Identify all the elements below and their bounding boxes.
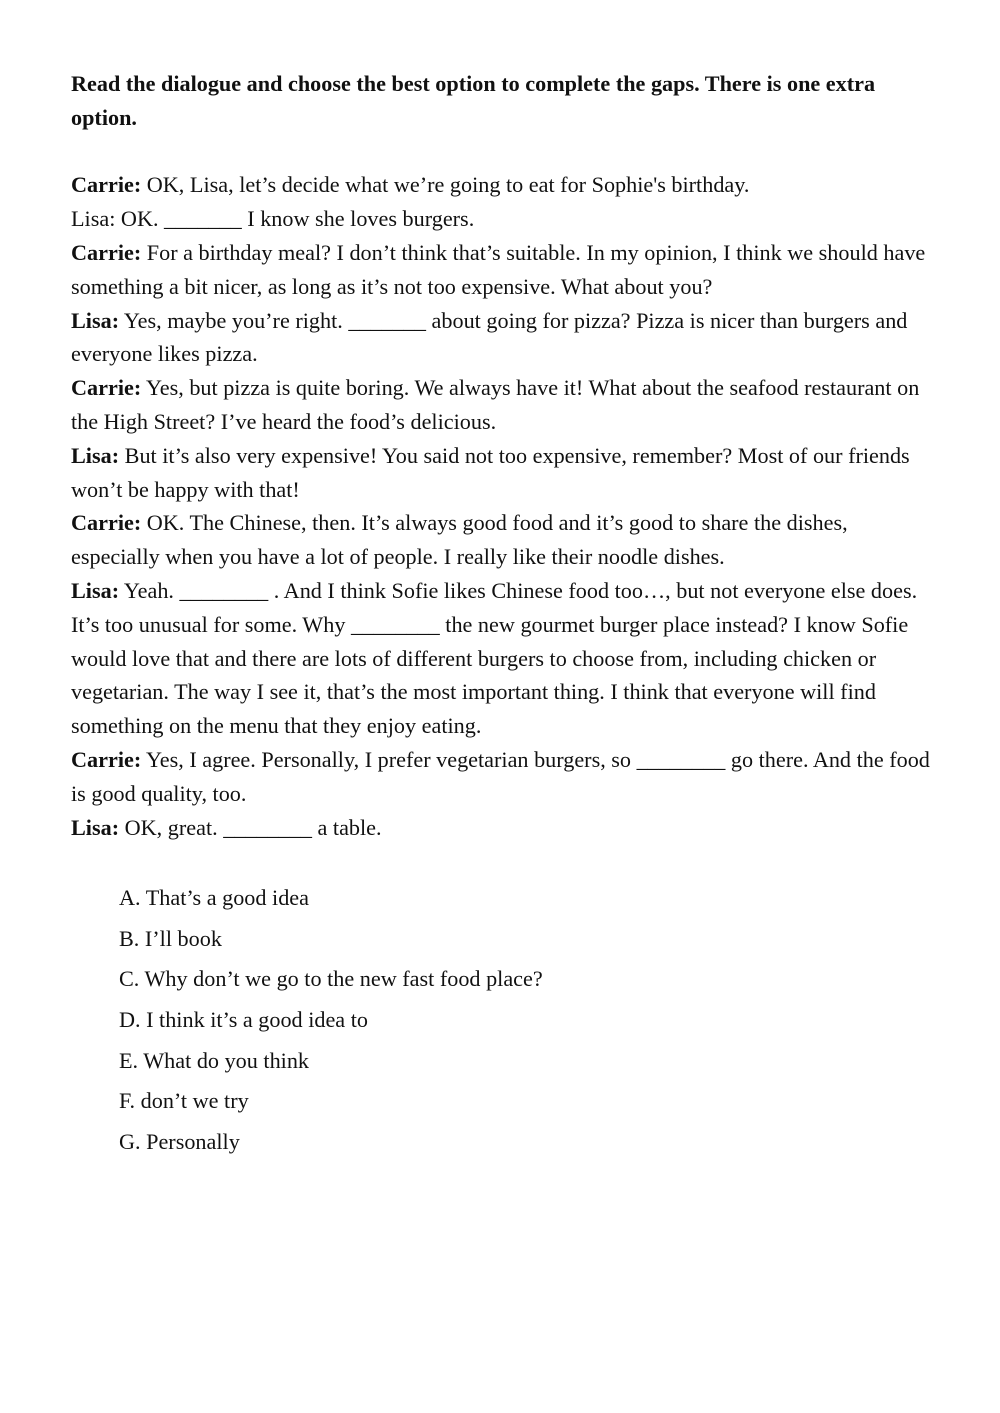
dialogue-line: [71, 304, 941, 372]
line-text: OK, great. ________ a table.: [119, 814, 382, 840]
speaker-name: Lisa:: [71, 307, 120, 333]
instructions: Read the dialogue and choose the best option to complete the gaps. There is one extra option.: [71, 71, 876, 130]
dialogue-line: [71, 168, 941, 202]
dialogue-line: [71, 743, 941, 811]
dialogue-line: [71, 811, 941, 845]
speaker-name: Carrie:: [71, 746, 142, 772]
options-list: [119, 878, 941, 1162]
dialogue-line: [71, 506, 941, 574]
dialogue-line: [71, 202, 941, 236]
line-text: OK. _______ I know she loves burgers.: [115, 206, 475, 232]
speaker-name: Carrie:: [71, 172, 142, 198]
worksheet: [71, 67, 941, 1162]
dialogue: [71, 168, 941, 844]
speaker-name: Carrie:: [71, 510, 142, 536]
option-item: A. That’s a good idea: [119, 885, 309, 911]
line-text: Yes, but pizza is quite boring. We always have it! What about the seafood restaurant on the High Street? I’ve heard the food’s delicious.: [71, 375, 920, 434]
speaker-name: Lisa:: [71, 577, 120, 603]
line-text: Yes, I agree. Personally, I prefer vegetarian burgers, so ________ go there. And the food is good quality, too.: [71, 746, 930, 806]
line-text: Yeah. ________ . And I think Sofie likes Chinese food too…, but not everyone else does. It’s too unusual for some. Why ________ the new gourmet burger place instead? I know Sofie would love that and there are lots of different burgers to choose from, including chicken or vegetarian. The way I see it, that’s the most important thing. I think that everyone will find something on the menu that they enjoy eating.: [71, 577, 918, 739]
speaker-name: Carrie:: [71, 375, 142, 401]
option-item: B. I’ll book: [119, 925, 222, 951]
dialogue-line: [71, 439, 941, 507]
speaker-name: Lisa:: [71, 814, 120, 840]
line-text: OK. The Chinese, then. It’s always good food and it’s good to share the dishes, especially when you have a lot of people. I really like their noodle dishes.: [71, 510, 848, 570]
line-text: For a birthday meal? I don’t think that’s suitable. In my opinion, I think we should have something a bit nicer, as long as it’s not too expensive. What about you?: [71, 239, 926, 299]
dialogue-line: [71, 574, 941, 743]
dialogue-line: [71, 236, 941, 304]
dialogue-line: [71, 371, 941, 439]
option-item: E. What do you think: [119, 1047, 310, 1073]
option-item: G. Personally: [119, 1128, 240, 1154]
option-item: F. don’t we try: [119, 1088, 249, 1114]
line-text: OK, Lisa, let’s decide what we’re going to eat for Sophie's birthday.: [141, 172, 750, 198]
option-item: C. Why don’t we go to the new fast food place?: [119, 966, 543, 992]
speaker-name: Lisa:: [71, 206, 116, 232]
line-text: Yes, maybe you’re right. _______ about going for pizza? Pizza is nicer than burgers and everyone likes pizza.: [71, 307, 908, 367]
speaker-name: Carrie:: [71, 239, 142, 265]
speaker-name: Lisa:: [71, 442, 120, 468]
option-item: D. I think it’s a good idea to: [119, 1006, 368, 1032]
line-text: But it’s also very expensive! You said not too expensive, remember? Most of our friends won’t be happy with that!: [71, 442, 910, 502]
